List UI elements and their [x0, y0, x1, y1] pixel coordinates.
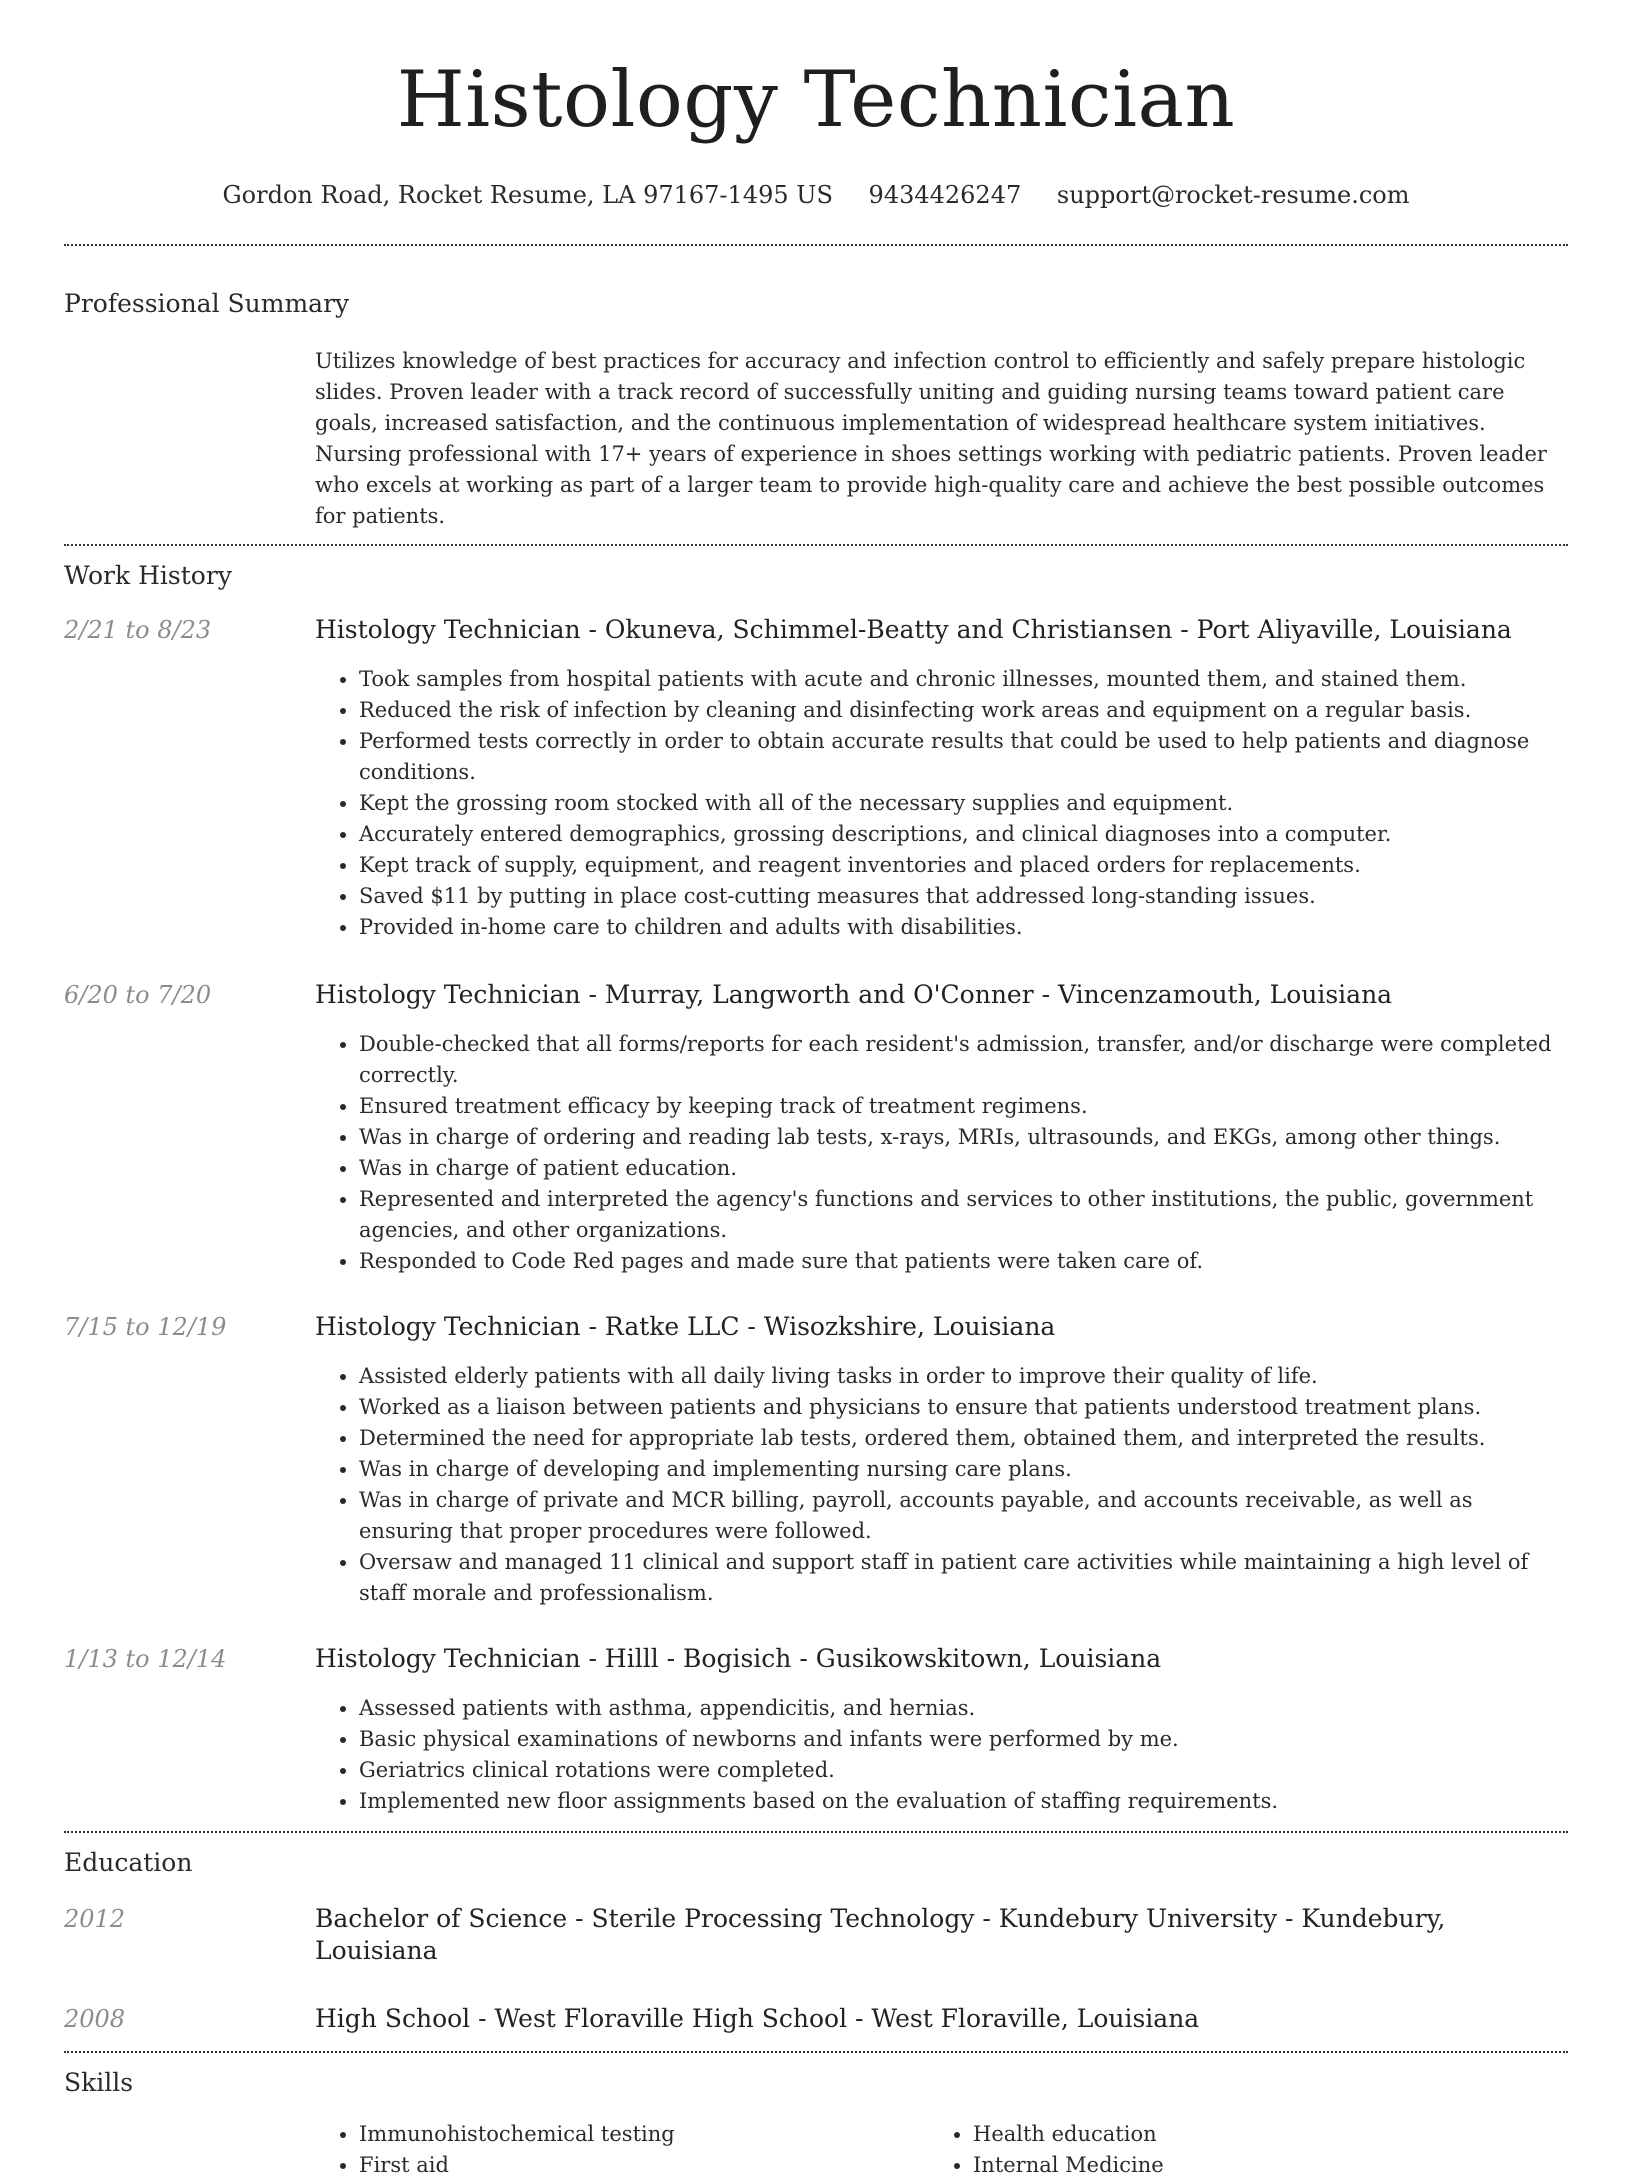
divider [64, 2051, 1568, 2053]
list-item: • Was in charge of private and MCR billing, payroll, accounts payable, and accounts receivable, as well as ensuring that proper procedures were followed. [359, 1485, 1568, 1547]
list-item: • Health education [973, 2119, 1543, 2150]
section-title-education: Education [64, 1848, 193, 1877]
job-date: 2/21 to 8/23 [64, 616, 212, 644]
phone: 9434426247 [868, 181, 1022, 209]
education-date: 2012 [64, 1905, 126, 1933]
list-item: • Basic physical examinations of newborns and infants were performed by me. [359, 1724, 1568, 1755]
section-title-summary: Professional Summary [64, 289, 350, 318]
job-bullets [315, 1361, 1568, 1609]
education-entry [64, 2003, 1568, 2035]
job-body [315, 1643, 1568, 1817]
list-item: • Oversaw and managed 11 clinical and support staff in patient care activities while maintaining a high level of staff morale and professionalism. [359, 1547, 1568, 1609]
list-item: • Kept track of supply, equipment, and reagent inventories and placed orders for replacements. [359, 850, 1568, 881]
list-item: • Internal Medicine [973, 2150, 1543, 2181]
summary-text: Utilizes knowledge of best practices for accuracy and infection control to efficiently and safely prepare histologic slides. Proven leader with a track record of successfully uniting and guiding nursing teams toward patient care goals, increased satisfaction, and the continuous implementation of widespread healthcare system initiatives. Nursing professional with 17+ years of experience in shoes settings working with pediatric patients. Proven leader who excels at working as part of a larger team to provide high-quality care and achieve the best possible outcomes for patients. [315, 349, 1547, 528]
job-body [315, 614, 1568, 943]
education-date: 2008 [64, 2005, 126, 2033]
list-item: • Accurately entered demographics, grossing descriptions, and clinical diagnoses into a computer. [359, 819, 1568, 850]
job-title: Histology Technician - Ratke LLC - Wisozkshire, Louisiana [315, 1312, 1056, 1341]
professional-summary-section [64, 288, 1568, 532]
list-item: • Kept the grossing room stocked with all of the necessary supplies and equipment. [359, 788, 1568, 819]
list-item: • Took samples from hospital patients with acute and chronic illnesses, mounted them, and stained them. [359, 664, 1568, 695]
job-bullets [315, 1029, 1568, 1277]
candidate-name: Histology Technician [396, 55, 1236, 145]
job-date: 1/13 to 12/14 [64, 1645, 227, 1673]
work-history-section [64, 560, 1568, 1817]
skills-section [64, 2067, 1568, 2181]
list-item: • Immunohistochemical testing [359, 2119, 929, 2150]
divider [64, 1831, 1568, 1833]
job-bullets [315, 664, 1568, 943]
job-title: Histology Technician - Hilll - Bogisich - Gusikowskitown, Louisiana [315, 1644, 1162, 1673]
job-entry [64, 1311, 1568, 1609]
list-item: • Provided in-home care to children and adults with disabilities. [359, 912, 1568, 943]
list-item: • Assessed patients with asthma, appendicitis, and hernias. [359, 1693, 1568, 1724]
education-entry [64, 1903, 1568, 1967]
list-item: • First aid [359, 2150, 929, 2181]
job-date: 6/20 to 7/20 [64, 981, 212, 1009]
list-item: • Worked as a liaison between patients and physicians to ensure that patients understood treatment plans. [359, 1392, 1568, 1423]
divider [64, 544, 1568, 546]
list-item: • Was in charge of ordering and reading lab tests, x-rays, MRIs, ultrasounds, and EKGs, among other things. [359, 1122, 1568, 1153]
list-item: • Implemented new floor assignments based on the evaluation of staffing requirements. [359, 1786, 1568, 1817]
job-date: 7/15 to 12/19 [64, 1313, 227, 1341]
list-item: • Saved $11 by putting in place cost-cutting measures that addressed long-standing issues. [359, 881, 1568, 912]
skills-columns [315, 2119, 1568, 2181]
list-item: • Was in charge of patient education. [359, 1153, 1568, 1184]
list-item: • Responded to Code Red pages and made sure that patients were taken care of. [359, 1246, 1568, 1277]
list-item: • Reduced the risk of infection by cleaning and disinfecting work areas and equipment on a regular basis. [359, 695, 1568, 726]
job-title: Histology Technician - Okuneva, Schimmel-Beatty and Christiansen - Port Aliyaville, Louisiana [315, 615, 1512, 644]
email: support@rocket-resume.com [1056, 181, 1410, 209]
job-entry [64, 979, 1568, 1277]
list-item: • Ensured treatment efficacy by keeping track of treatment regimens. [359, 1091, 1568, 1122]
list-item: • Geriatrics clinical rotations were completed. [359, 1755, 1568, 1786]
list-item: • Double-checked that all forms/reports for each resident's admission, transfer, and/or discharge were completed correctly. [359, 1029, 1568, 1091]
job-title: Histology Technician - Murray, Langworth and O'Conner - Vincenzamouth, Louisiana [315, 980, 1393, 1009]
job-body [315, 979, 1568, 1277]
list-item: • Represented and interpreted the agency's functions and services to other institutions, the public, government agencies, and other organizations. [359, 1184, 1568, 1246]
skills-list-left [315, 2119, 929, 2181]
list-item: • Assisted elderly patients with all daily living tasks in order to improve their quality of life. [359, 1361, 1568, 1392]
education-section [64, 1847, 1568, 2035]
education-title: Bachelor of Science - Sterile Processing Technology - Kundebury University - Kundebury, Louisiana [315, 1904, 1446, 1965]
list-item: • Was in charge of developing and implementing nursing care plans. [359, 1454, 1568, 1485]
job-entry [64, 1643, 1568, 1817]
contact-line [64, 180, 1568, 210]
section-title-skills: Skills [64, 2068, 134, 2097]
address: Gordon Road, Rocket Resume, LA 97167-1495 US [222, 181, 833, 209]
job-body [315, 1311, 1568, 1609]
job-entry [64, 614, 1568, 943]
list-item: • Performed tests correctly in order to obtain accurate results that could be used to help patients and diagnose conditions. [359, 726, 1568, 788]
list-item: • Determined the need for appropriate lab tests, ordered them, obtained them, and interpreted the results. [359, 1423, 1568, 1454]
divider [64, 244, 1568, 246]
skills-list-right [929, 2119, 1543, 2181]
job-bullets [315, 1693, 1568, 1817]
education-title: High School - West Floraville High School - West Floraville, Louisiana [315, 2004, 1200, 2033]
section-title-work-history: Work History [64, 561, 232, 590]
